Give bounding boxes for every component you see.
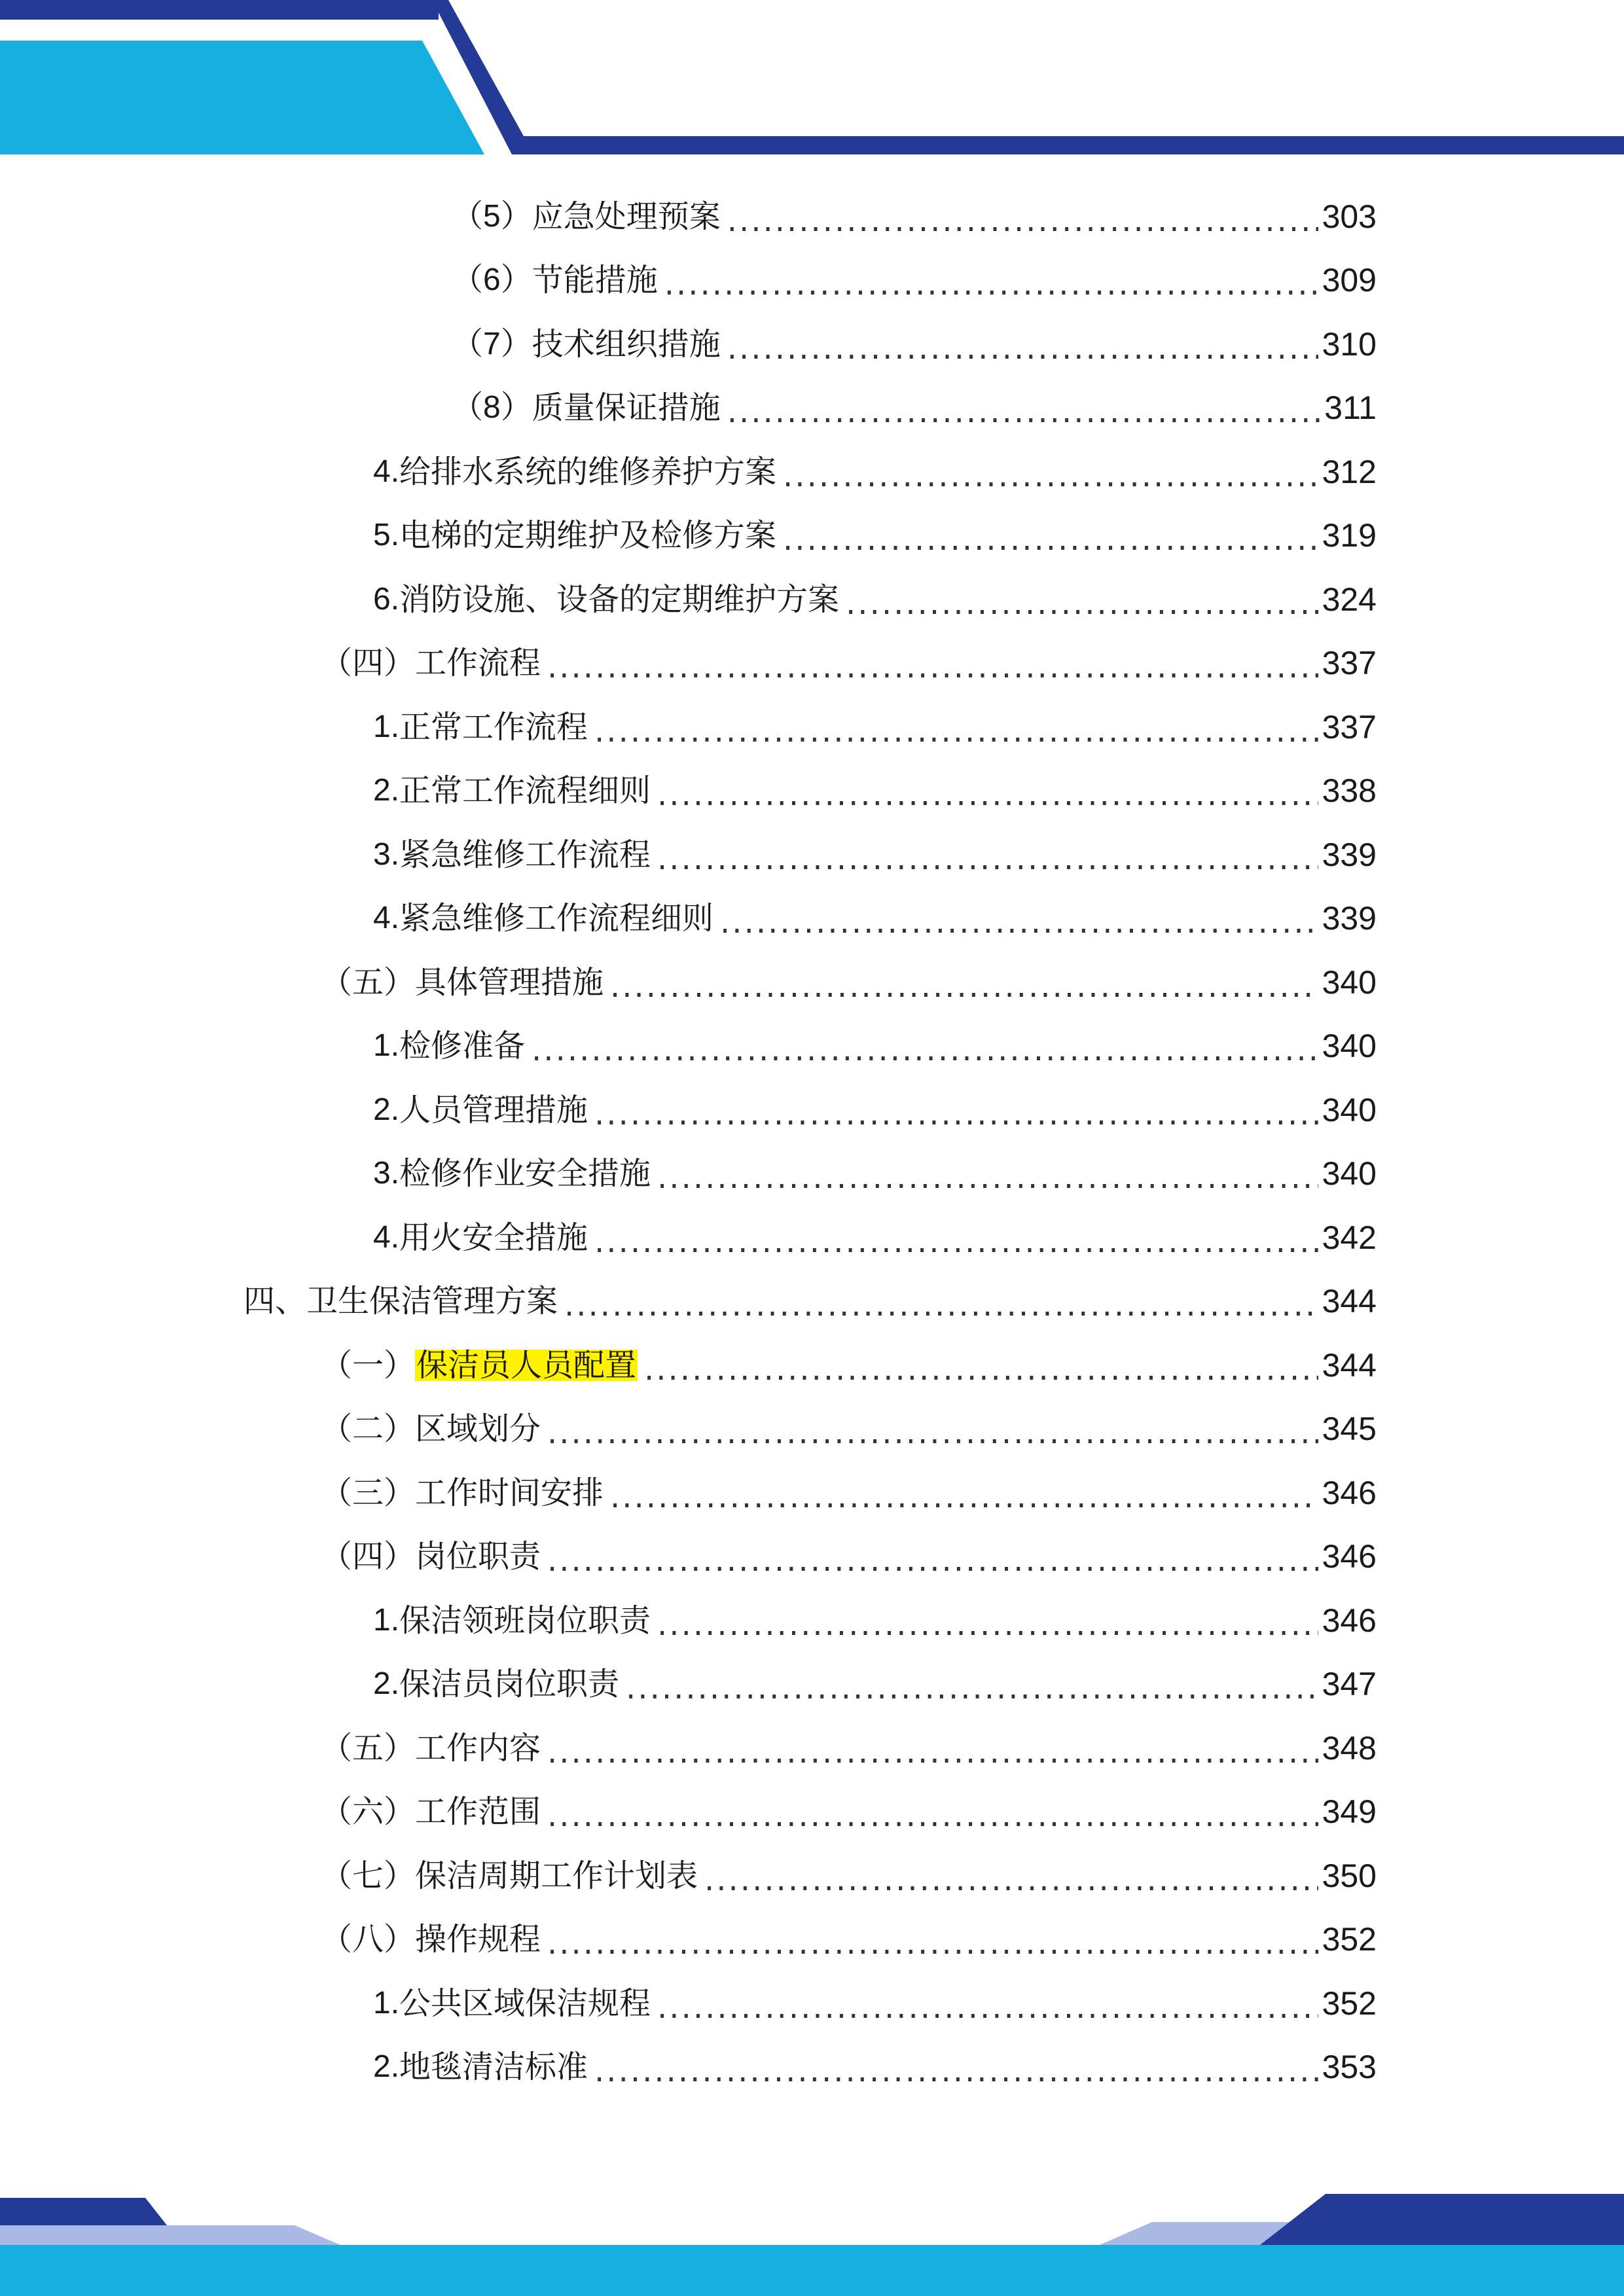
toc-entry-title: 区域划分 <box>415 1410 541 1448</box>
toc-entry-title: 卫生保洁管理方案 <box>306 1283 558 1320</box>
toc-entry-title: 公共区域保洁规程 <box>399 1984 651 2022</box>
dot-leader <box>727 332 1318 364</box>
footer-right-navy-block <box>1260 2194 1624 2245</box>
toc-entry-title: 正常工作流程细则 <box>399 772 651 810</box>
toc-entry-page-number: 311 <box>1324 389 1377 427</box>
toc-entry[interactable] <box>0 1653 1624 1717</box>
toc-entry-page-number: 337 <box>1322 645 1377 682</box>
toc-entry-number: （七） <box>321 1857 416 1894</box>
toc-entry-page-number: 344 <box>1322 1283 1377 1320</box>
toc-entry-page-number: 344 <box>1322 1346 1377 1384</box>
toc-entry[interactable] <box>0 312 1624 376</box>
toc-entry-page-number: 352 <box>1322 1921 1377 1958</box>
dot-leader <box>547 651 1318 683</box>
toc-entry-title: 保洁周期工作计划表 <box>415 1857 698 1894</box>
toc-entry-number: 6. <box>373 581 400 617</box>
toc-entry-page-number: 340 <box>1322 1091 1377 1128</box>
toc-entry[interactable] <box>0 1461 1624 1525</box>
toc-entry-number: 1. <box>373 1602 400 1638</box>
toc-entry-number: 4. <box>373 1219 400 1255</box>
toc-entry-page-number: 310 <box>1322 325 1377 363</box>
dot-leader <box>547 1800 1318 1831</box>
toc-entry-page-number: 339 <box>1322 836 1377 873</box>
dot-leader <box>704 1864 1318 1895</box>
toc-entry-number: （5） <box>452 198 532 234</box>
toc-entry-title: 工作内容 <box>415 1729 541 1767</box>
toc-entry[interactable] <box>0 1397 1624 1462</box>
toc-entry[interactable] <box>0 185 1624 249</box>
toc-entry[interactable] <box>0 2036 1624 2100</box>
toc-entry-page-number: 340 <box>1322 1155 1377 1193</box>
toc-entry[interactable] <box>0 249 1624 313</box>
toc-entry-number: （6） <box>452 262 532 298</box>
dot-leader <box>664 268 1318 300</box>
header-navy-diagonal <box>432 0 1624 154</box>
footer-left-light-band <box>0 2225 340 2245</box>
toc-entry-title: 技术组织措施 <box>532 325 721 363</box>
header-banner <box>0 0 1624 157</box>
toc-entry[interactable] <box>0 1780 1624 1844</box>
toc-entry[interactable] <box>0 1142 1624 1206</box>
toc-entry-title: 电梯的定期维护及检修方案 <box>399 517 777 554</box>
toc-entry-number: 四、 <box>244 1283 307 1320</box>
toc-entry-page-number: 319 <box>1322 517 1377 554</box>
toc-entry-number: 1. <box>373 709 400 744</box>
toc-entry-page-number: 312 <box>1322 453 1377 490</box>
dot-leader <box>547 1417 1318 1448</box>
toc-entry[interactable] <box>0 376 1624 440</box>
dot-leader <box>594 715 1318 747</box>
toc-entry-page-number: 303 <box>1322 198 1377 235</box>
toc-entry-number: （8） <box>452 390 532 425</box>
toc-entry[interactable] <box>0 1971 1624 2036</box>
toc-entry-page-number: 340 <box>1322 1028 1377 1065</box>
toc-entry-number: 4. <box>373 454 400 489</box>
toc-entry-title: 节能措施 <box>532 262 658 299</box>
toc-entry[interactable] <box>0 1908 1624 1972</box>
toc-entry-number: 1. <box>373 1028 400 1064</box>
toc-entry-title: 用火安全措施 <box>399 1219 588 1256</box>
dot-leader <box>610 1481 1318 1513</box>
toc-entry-title: 具体管理措施 <box>415 963 604 1001</box>
toc-entry[interactable] <box>0 887 1624 951</box>
dot-leader <box>727 205 1318 236</box>
toc-entry-title: 消防设施、设备的定期维护方案 <box>399 581 840 618</box>
dot-leader <box>657 1992 1318 2023</box>
toc-entry-title: 工作时间安排 <box>415 1474 604 1511</box>
toc-entry-title: 工作范围 <box>415 1793 541 1831</box>
toc-entry-title: 应急处理预案 <box>532 198 721 235</box>
toc-entry-number: （一） <box>321 1346 416 1384</box>
toc-entry-number: （7） <box>452 326 532 361</box>
toc-entry[interactable] <box>0 695 1624 759</box>
dot-leader <box>657 1162 1318 1193</box>
toc-entry-page-number: 353 <box>1322 2049 1377 2086</box>
toc-entry-title: 质量保证措施 <box>532 389 721 427</box>
toc-entry[interactable] <box>0 1716 1624 1780</box>
dot-leader <box>657 1609 1318 1640</box>
toc-entry[interactable] <box>0 1525 1624 1589</box>
toc-entry-title: 保洁领班岗位职责 <box>399 1602 651 1639</box>
toc-entry-number: 2. <box>373 1092 400 1127</box>
toc-entry-number: （五） <box>321 963 416 1001</box>
toc-entry-page-number: 338 <box>1322 772 1377 810</box>
toc-entry-number: 2. <box>373 1666 400 1702</box>
toc-entry-title: 正常工作流程 <box>399 708 588 745</box>
toc-entry-page-number: 345 <box>1322 1410 1377 1448</box>
toc-entry-number: 5. <box>373 518 400 553</box>
toc-entry-title: 检修作业安全措施 <box>399 1155 651 1193</box>
toc-entry-number: （四） <box>321 1538 416 1575</box>
dot-leader <box>547 1736 1318 1768</box>
toc-entry-page-number: 348 <box>1322 1729 1377 1767</box>
dot-leader <box>657 779 1318 810</box>
toc-entry-title: 给排水系统的维修养护方案 <box>399 453 777 490</box>
toc-entry[interactable] <box>0 1078 1624 1142</box>
toc-entry-number: （六） <box>321 1793 416 1831</box>
toc-entry-title-highlighted: 保洁员人员配置 <box>416 1346 637 1384</box>
toc-entry-page-number: 350 <box>1322 1857 1377 1894</box>
toc-entry-page-number: 324 <box>1322 581 1377 618</box>
toc-entry-number: 3. <box>373 836 400 872</box>
toc-entry-page-number: 346 <box>1322 1602 1377 1639</box>
dot-leader <box>727 396 1321 427</box>
table-of-contents <box>0 185 1624 2099</box>
toc-entry-number: （二） <box>321 1410 416 1448</box>
dot-leader <box>846 588 1318 619</box>
toc-entry-page-number: 337 <box>1322 708 1377 745</box>
toc-entry[interactable] <box>0 567 1624 632</box>
toc-entry-number: （四） <box>321 645 416 682</box>
toc-entry[interactable] <box>0 1270 1624 1334</box>
toc-entry-page-number: 346 <box>1322 1474 1377 1511</box>
toc-entry-page-number: 346 <box>1322 1538 1377 1575</box>
toc-entry-page-number: 342 <box>1322 1219 1377 1256</box>
dot-leader <box>564 1289 1318 1321</box>
toc-entry-number: （五） <box>321 1729 416 1767</box>
dot-leader <box>547 1545 1318 1576</box>
toc-entry[interactable] <box>0 823 1624 887</box>
toc-entry-title: 岗位职责 <box>415 1538 541 1575</box>
toc-entry-title: 紧急维修工作流程 <box>399 836 651 873</box>
toc-entry-page-number: 339 <box>1322 900 1377 937</box>
toc-entry-number: 2. <box>373 773 400 808</box>
dot-leader <box>644 1354 1318 1385</box>
toc-entry[interactable] <box>0 440 1624 504</box>
toc-entry[interactable] <box>0 950 1624 1014</box>
dot-leader <box>594 2055 1318 2087</box>
toc-entry-title: 工作流程 <box>415 645 541 682</box>
toc-entry-number: 3. <box>373 1156 400 1191</box>
footer-right-light-wedge <box>1100 2222 1296 2245</box>
header-top-navy-strip <box>0 0 439 20</box>
footer-cyan-bar <box>0 2245 1624 2296</box>
toc-entry-number: （三） <box>321 1474 416 1511</box>
toc-entry-number: 2. <box>373 2049 400 2085</box>
toc-entry[interactable] <box>0 1206 1624 1270</box>
toc-entry-page-number: 309 <box>1322 262 1377 299</box>
dot-leader <box>594 1226 1318 1257</box>
toc-entry-page-number: 347 <box>1322 1666 1377 1703</box>
toc-entry-title: 人员管理措施 <box>399 1091 588 1128</box>
dot-leader <box>783 460 1318 492</box>
dot-leader <box>610 971 1318 1002</box>
toc-entry-title: 紧急维修工作流程细则 <box>399 900 714 937</box>
toc-entry-page-number: 352 <box>1322 1984 1377 2022</box>
dot-leader <box>626 1672 1318 1704</box>
toc-entry[interactable] <box>0 759 1624 823</box>
toc-entry-title: 操作规程 <box>415 1921 541 1958</box>
toc-entry-number: 1. <box>373 1985 400 2020</box>
dot-leader <box>547 1928 1318 1959</box>
toc-entry-title: 检修准备 <box>399 1028 526 1065</box>
toc-entry[interactable] <box>0 1333 1624 1397</box>
dot-leader <box>594 1098 1318 1130</box>
toc-entry[interactable] <box>0 632 1624 696</box>
dot-leader <box>532 1034 1318 1066</box>
toc-entry[interactable] <box>0 504 1624 568</box>
toc-entry-number: （八） <box>321 1921 416 1958</box>
dot-leader <box>657 843 1318 874</box>
toc-entry-page-number: 340 <box>1322 963 1377 1001</box>
toc-entry-title: 地毯清洁标准 <box>399 2049 588 2086</box>
toc-entry[interactable] <box>0 1014 1624 1079</box>
toc-entry[interactable] <box>0 1844 1624 1908</box>
footer-left-navy-tab <box>0 2198 167 2225</box>
toc-entry[interactable] <box>0 1588 1624 1653</box>
header-cyan-block <box>0 41 484 154</box>
toc-entry-number: 4. <box>373 901 400 936</box>
dot-leader <box>720 906 1318 938</box>
toc-entry-title: 保洁员岗位职责 <box>399 1666 620 1703</box>
dot-leader <box>783 524 1318 555</box>
toc-entry-page-number: 349 <box>1322 1793 1377 1831</box>
